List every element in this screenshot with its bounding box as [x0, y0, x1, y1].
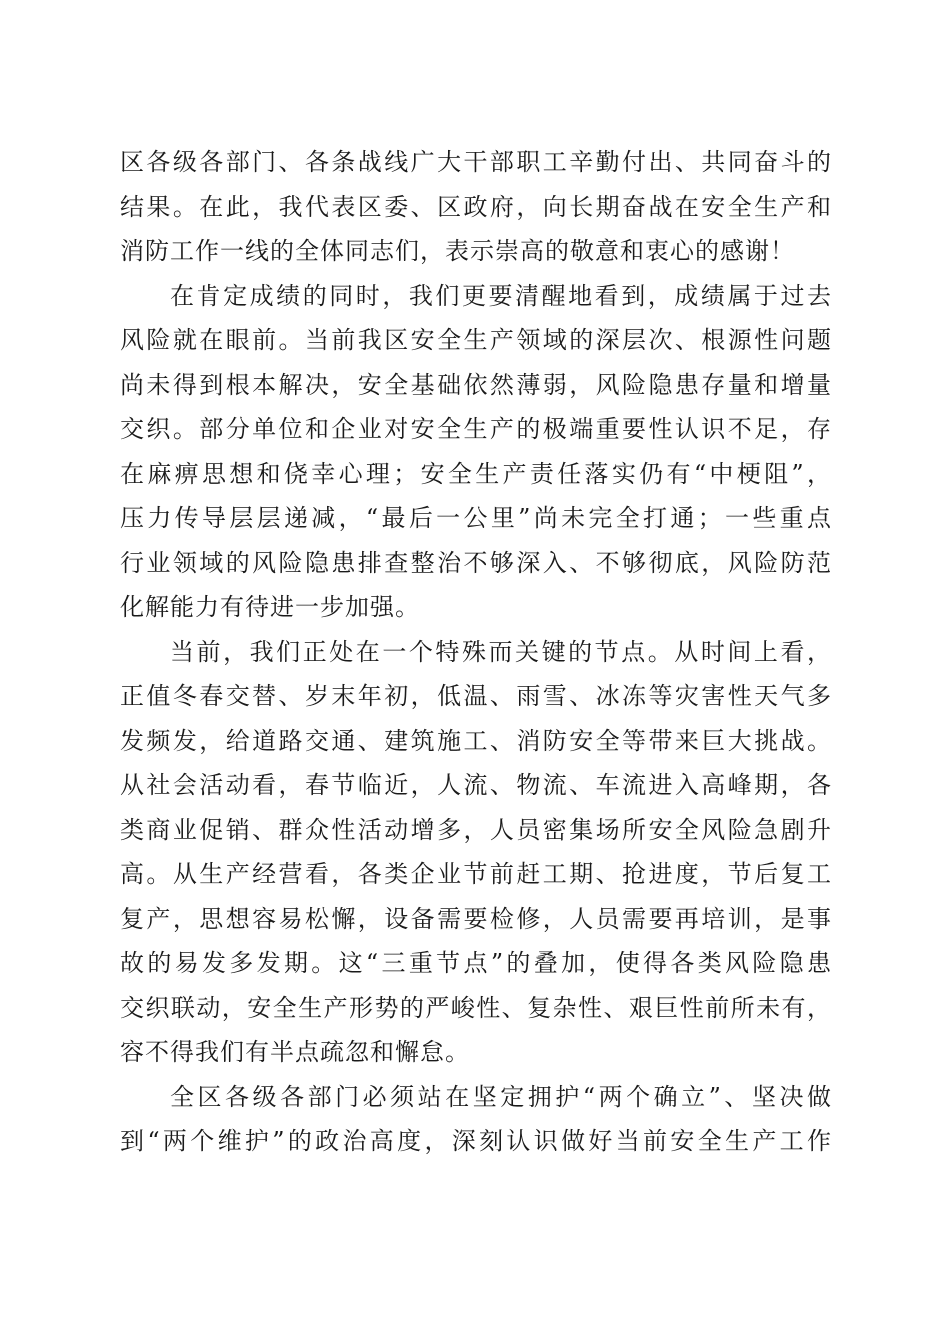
- text-line: 交织联动，安全生产形势的严峻性、复杂性、艰巨性前所未有，: [120, 993, 832, 1022]
- text-line: 当前，我们正处在一个特殊而关键的节点。从时间上看，: [170, 637, 832, 666]
- document-body: [120, 140, 832, 1164]
- paragraph: [120, 1075, 832, 1164]
- text-line: 在肯定成绩的同时，我们更要清醒地看到，成绩属于过去: [170, 281, 832, 310]
- text-line: 交织。部分单位和企业对安全生产的极端重要性认识不足，存: [120, 415, 832, 443]
- text-line: 发频发，给道路交通、建筑施工、消防安全等带来巨大挑战。: [120, 726, 832, 755]
- paragraph: [120, 274, 832, 630]
- text-line: 压力传导层层递减，“最后一公里”尚未完全打通；一些重点: [120, 504, 832, 532]
- text-line: 在麻痹思想和侥幸心理；安全生产责任落实仍有“中梗阻”，: [120, 459, 832, 488]
- text-line: 区各级各部门、各条战线广大干部职工辛勤付出、共同奋斗的: [120, 148, 832, 176]
- text-line: 到“两个维护”的政治高度，深刻认识做好当前安全生产工作: [120, 1127, 832, 1155]
- text-line: 容不得我们有半点疏忽和懈怠。: [120, 1038, 470, 1066]
- text-line: 正值冬春交替、岁末年初，低温、雨雪、冰冻等灾害性天气多: [120, 682, 832, 710]
- text-line: 消防工作一线的全体同志们，表示崇高的敬意和衷心的感谢！: [120, 237, 795, 265]
- text-line: 行业领域的风险隐患排查整治不够深入、不够彻底，风险防范: [120, 548, 832, 577]
- text-line: 类商业促销、群众性活动增多，人员密集场所安全风险急剧升: [120, 815, 832, 844]
- text-line: 结果。在此，我代表区委、区政府，向长期奋战在安全生产和: [120, 192, 832, 221]
- paragraph: [120, 630, 832, 1075]
- text-line: 故的易发多发期。这“三重节点”的叠加，使得各类风险隐患: [120, 949, 832, 977]
- text-line: 化解能力有待进一步加强。: [120, 593, 420, 621]
- paragraph: [120, 140, 832, 274]
- text-line: 复产，思想容易松懈，设备需要检修，人员需要再培训，是事: [120, 904, 832, 933]
- text-line: 高。从生产经营看，各类企业节前赶工期、抢进度，节后复工: [120, 860, 832, 888]
- text-line: 风险就在眼前。当前我区安全生产领域的深层次、根源性问题: [120, 326, 832, 354]
- text-line: 全区各级各部门必须站在坚定拥护“两个确立”、坚决做: [170, 1082, 832, 1111]
- text-line: 尚未得到根本解决，安全基础依然薄弱，风险隐患存量和增量: [120, 370, 832, 399]
- text-line: 从社会活动看，春节临近，人流、物流、车流进入高峰期，各: [120, 771, 832, 799]
